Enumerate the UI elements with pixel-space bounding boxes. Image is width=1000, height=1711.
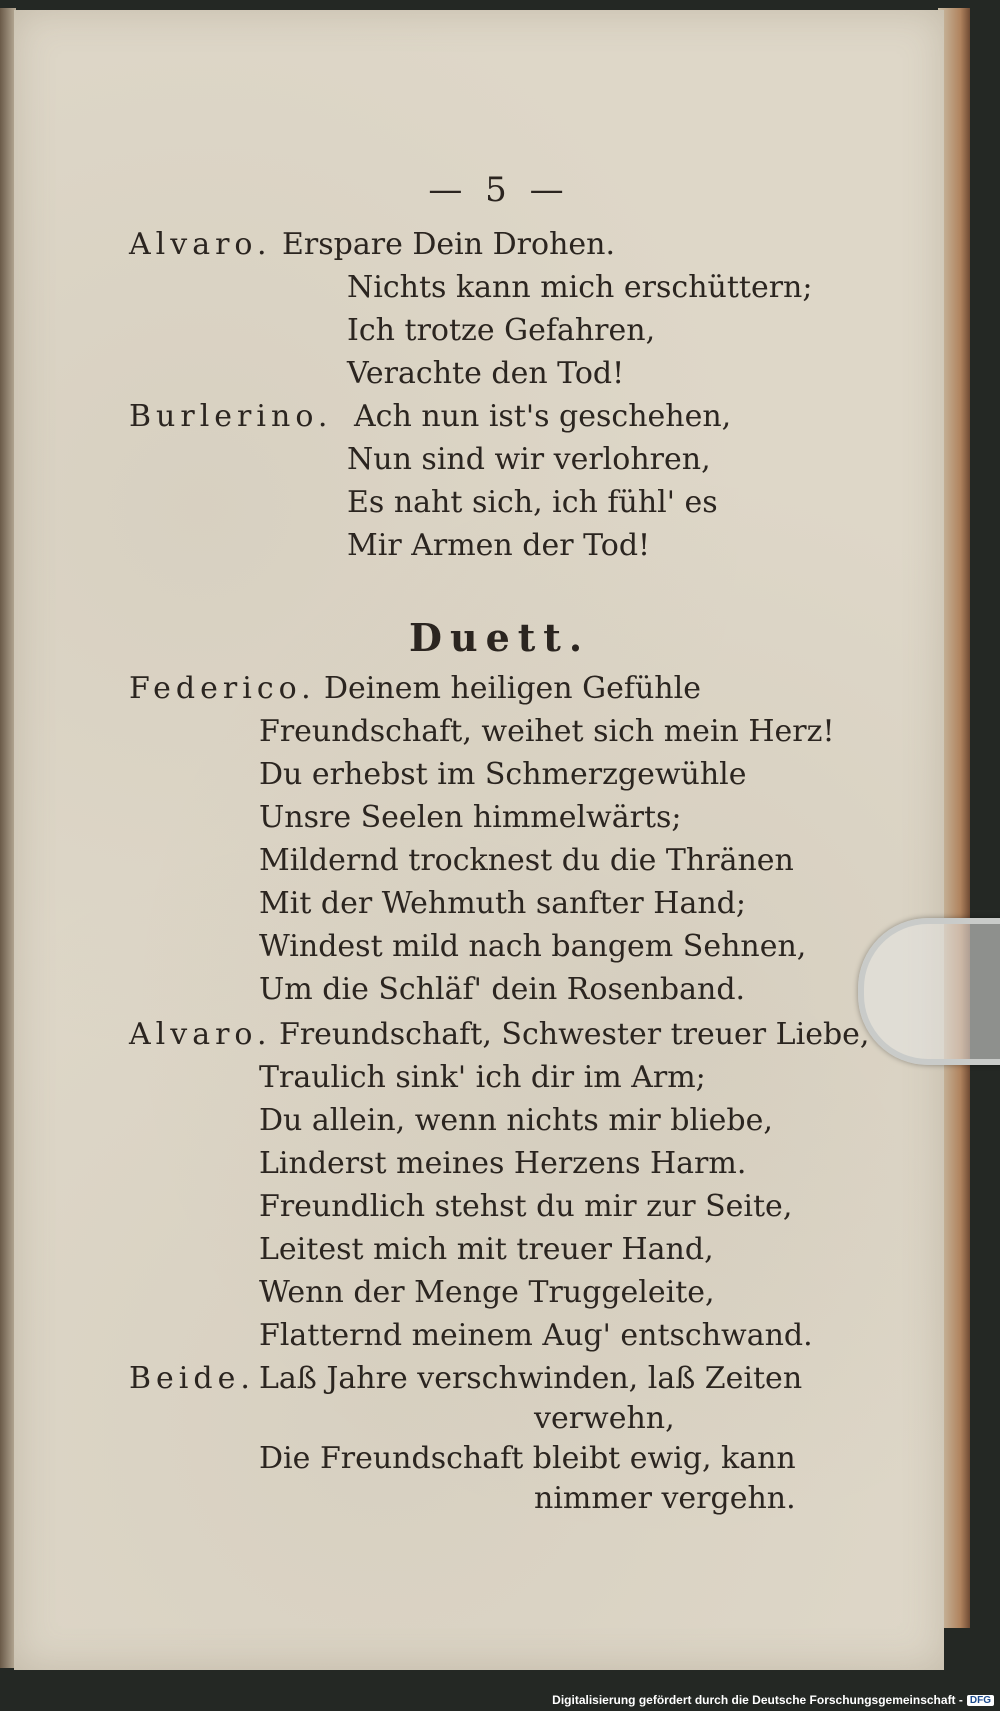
speaker-alvaro: Alvaro.	[129, 1017, 272, 1052]
verse-line: Es naht sich, ich fühl' es	[347, 485, 718, 520]
verse-line: Du allein, wenn nichts mir bliebe,	[259, 1103, 773, 1138]
dfg-logo: DFG	[967, 1695, 994, 1706]
verse-line: Um die Schläf' dein Rosenband.	[259, 972, 746, 1007]
speaker-federico: Federico.	[129, 671, 316, 706]
verse-line: Freundlich stehst du mir zur Seite,	[259, 1189, 793, 1224]
footer-text: Digitalisierung gefördert durch die Deutsche Forschungsgemeinschaft -	[552, 1693, 963, 1707]
verse-line: verwehn,	[534, 1401, 675, 1436]
verse-line: Mir Armen der Tod!	[347, 528, 651, 563]
verse-line: Deinem heiligen Gefühle	[324, 671, 701, 706]
book-page	[14, 10, 944, 1670]
verse-line: Die Freundschaft bleibt ewig, kann	[259, 1441, 796, 1476]
verse-line: Freundschaft, weihet sich mein Herz!	[259, 714, 835, 749]
verse-line: Laß Jahre verschwinden, laß Zeiten	[259, 1361, 803, 1396]
verse-line: Linderst meines Herzens Harm.	[259, 1146, 747, 1181]
verse-line: Verachte den Tod!	[347, 356, 625, 391]
verse-line: Unsre Seelen himmelwärts;	[259, 800, 682, 835]
verse-line: Nun sind wir verlohren,	[347, 442, 711, 477]
verse-line: Leitest mich mit treuer Hand,	[259, 1232, 714, 1267]
verse-line: Nichts kann mich erschüttern;	[347, 270, 813, 305]
digitization-footer	[552, 1693, 994, 1707]
verse-line: Wenn der Menge Truggeleite,	[259, 1275, 715, 1310]
speaker-burlerino: Burlerino.	[129, 399, 333, 434]
verse-line: nimmer vergehn.	[534, 1481, 796, 1516]
verse-line: Flatternd meinem Aug' entschwand.	[259, 1318, 813, 1353]
verse-line: Ach nun ist's geschehen,	[354, 399, 732, 434]
section-heading: Duett.	[409, 615, 591, 660]
speaker-alvaro: Alvaro.	[129, 227, 272, 262]
verse-line: Traulich sink' ich dir im Arm;	[259, 1060, 706, 1095]
verse-line: Erspare Dein Drohen.	[282, 227, 616, 262]
verse-line: Mit der Wehmuth sanfter Hand;	[259, 886, 746, 921]
verse-line: Windest mild nach bangem Sehnen,	[259, 929, 807, 964]
verse-line: Ich trotze Gefahren,	[347, 313, 656, 348]
paper-clip	[858, 918, 1000, 1065]
speaker-beide: Beide.	[129, 1361, 255, 1396]
page-number: — 5 —	[428, 170, 570, 210]
verse-line: Du erhebst im Schmerzgewühle	[259, 757, 747, 792]
verse-line: Mildernd trocknest du die Thränen	[259, 843, 794, 878]
verse-line: Freundschaft, Schwester treuer Liebe,	[279, 1017, 870, 1052]
